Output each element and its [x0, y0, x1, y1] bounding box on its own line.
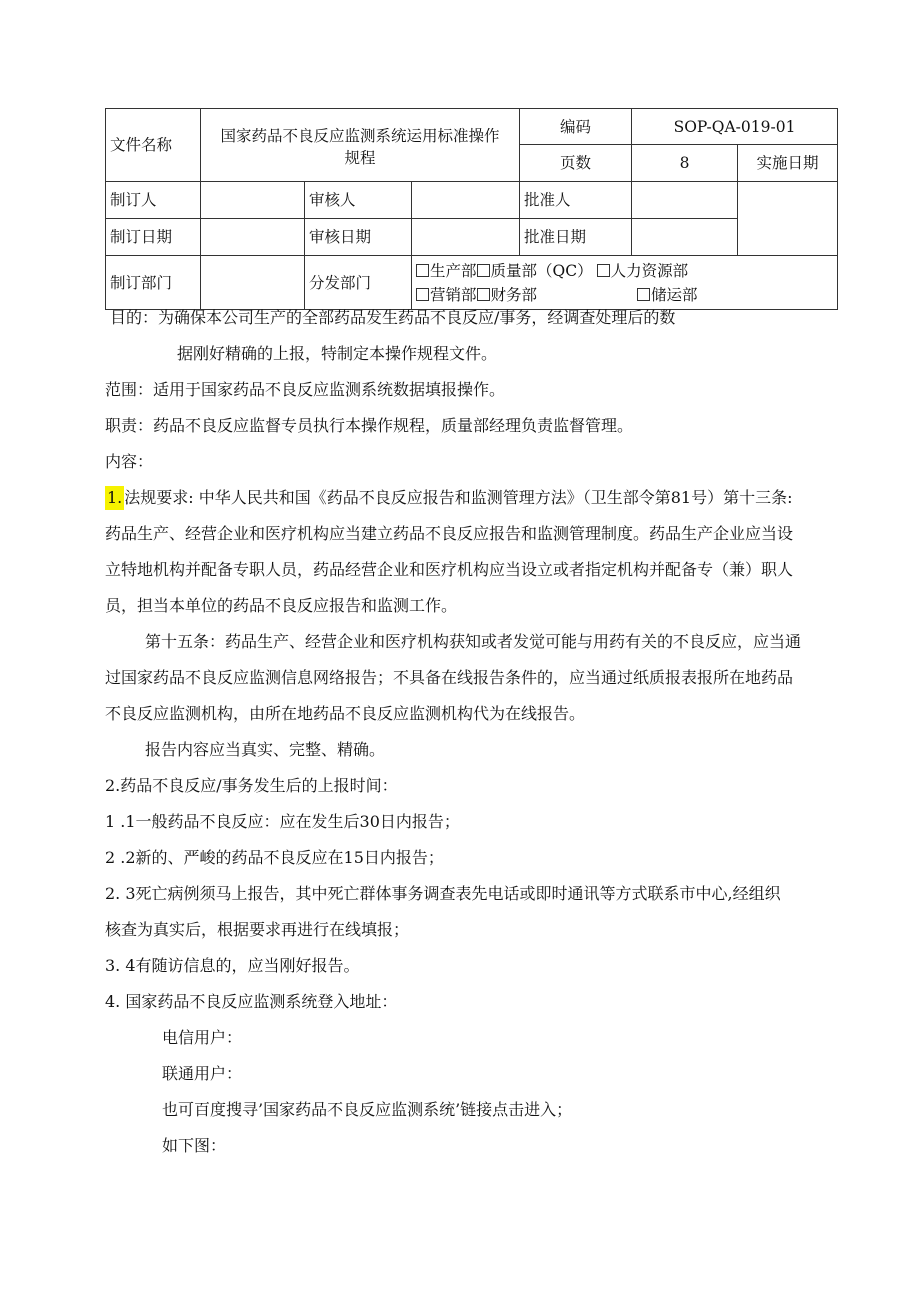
review-date-label: 审核日期: [305, 219, 412, 256]
dist-option-quality: 质量部（QC）: [490, 261, 593, 280]
checkbox-storage[interactable]: [637, 288, 650, 301]
made-by-label: 制订人: [106, 182, 201, 219]
made-date-label: 制订日期: [106, 219, 201, 256]
checkbox-marketing[interactable]: [416, 288, 429, 301]
item-2-1: 1 .1一般药品不良反应：应在发生后30日内报告；: [105, 812, 460, 831]
checkbox-hr[interactable]: [597, 264, 610, 277]
article-15-line-1: 第十五条：药品生产、经营企业和医疗机构获知或者发觉可能与用药有关的不良反应，应当通: [145, 632, 802, 651]
item-3-4: 3. 4有随访信息的，应当刚好报告。: [105, 956, 360, 975]
dist-option-storage: 储运部: [651, 285, 698, 304]
doc-title-line2: 规程: [344, 149, 376, 167]
dist-dept-label: 分发部门: [305, 256, 412, 310]
dist-option-marketing: 营销部: [430, 285, 477, 304]
article-15-line-2: 过国家药品不良反应监测信息网络报告；不具备在线报告条件的，应当通过纸质报表报所在地药品: [105, 668, 794, 687]
doc-name-label: 文件名称: [106, 109, 201, 182]
document-header-table: [105, 108, 838, 310]
checkbox-production[interactable]: [416, 264, 429, 277]
approved-by-value: [632, 182, 738, 219]
content-label: 内容：: [105, 452, 154, 471]
item-2-3-line-2: 核查为真实后，根据要求再进行在线填报；: [105, 920, 410, 939]
doc-title: [201, 109, 520, 182]
code-label: 编码: [520, 109, 632, 145]
purpose-line-1: 目的：为确保本公司生产的全部药品发生药品不良反应/事务，经调查处理后的数: [110, 308, 676, 327]
made-by-value: [201, 182, 305, 219]
dist-options-row-1: [416, 259, 833, 283]
dept-label: 制订部门: [106, 256, 201, 310]
item-1-line-4: 员，担当本单位的药品不良反应报告和监测工作。: [105, 596, 458, 615]
dist-option-hr: 人力资源部: [610, 261, 689, 280]
article-15-line-3: 不良反应监测机构，由所在地药品不良反应监测机构代为在线报告。: [105, 704, 586, 723]
report-requirement: 报告内容应当真实、完整、精确。: [145, 740, 386, 759]
pages-label: 页数: [520, 145, 632, 182]
checkbox-finance[interactable]: [477, 288, 490, 301]
pages-value: 8: [632, 145, 738, 182]
reviewed-by-value: [412, 182, 520, 219]
dist-options-row-2: [416, 283, 833, 307]
made-date-value: [201, 219, 305, 256]
item-4: 4. 国家药品不良反应监测系统登入地址：: [105, 992, 398, 1011]
dist-option-finance: 财务部: [490, 285, 538, 304]
purpose-line-2: 据刚好精确的上报，特制定本操作规程文件。: [177, 344, 498, 363]
code-value: SOP-QA-019-01: [632, 109, 838, 145]
scope-text: 范围：适用于国家药品不良反应监测系统数据填报操作。: [105, 380, 506, 399]
item-1-text: 法规要求: 中华人民共和国《药品不良反应报告和监测管理方法》（卫生部令第81号）第十三条:: [124, 488, 793, 507]
checkbox-quality[interactable]: [477, 264, 490, 277]
item-2: 2.药品不良反应/事务发生后的上报时间：: [105, 776, 398, 795]
item-1-line-1: [105, 486, 793, 510]
reviewed-by-label: 审核人: [305, 182, 412, 219]
dept-value: [201, 256, 305, 310]
dist-option-production: 生产部: [430, 261, 477, 280]
item-2-2: 2 .2新的、严峻的药品不良反应在15日内报告；: [105, 848, 444, 867]
effective-date-value: [738, 182, 838, 256]
approve-date-value: [632, 219, 738, 256]
approved-by-label: 批准人: [520, 182, 632, 219]
telecom-user: 电信用户：: [162, 1028, 243, 1047]
review-date-value: [412, 219, 520, 256]
baidu-search-hint: 也可百度搜寻’国家药品不良反应监测系统’链接点击进入；: [162, 1100, 573, 1119]
item-1-number-highlight: 1.: [105, 486, 124, 510]
unicom-user: 联通用户：: [162, 1064, 243, 1083]
as-below-label: 如下图：: [162, 1136, 227, 1155]
dist-dept-options: [412, 256, 838, 310]
doc-title-line1: 国家药品不良反应监测系统运用标准操作: [220, 127, 500, 145]
duty-text: 职责：药品不良反应监督专员执行本操作规程，质量部经理负责监督管理。: [105, 416, 634, 435]
approve-date-label: 批准日期: [520, 219, 632, 256]
item-1-line-3: 立特地机构并配备专职人员，药品经营企业和医疗机构应当设立或者指定机构并配备专（兼）职人: [105, 560, 794, 579]
item-1-line-2: 药品生产、经营企业和医疗机构应当建立药品不良反应报告和监测管理制度。药品生产企业应当设: [105, 524, 794, 543]
effective-date-label: 实施日期: [738, 145, 838, 182]
item-2-3-line-1: 2. 3死亡病例须马上报告，其中死亡群体事务调查表先电话或即时通讯等方式联系市中心,经组织: [105, 884, 781, 903]
